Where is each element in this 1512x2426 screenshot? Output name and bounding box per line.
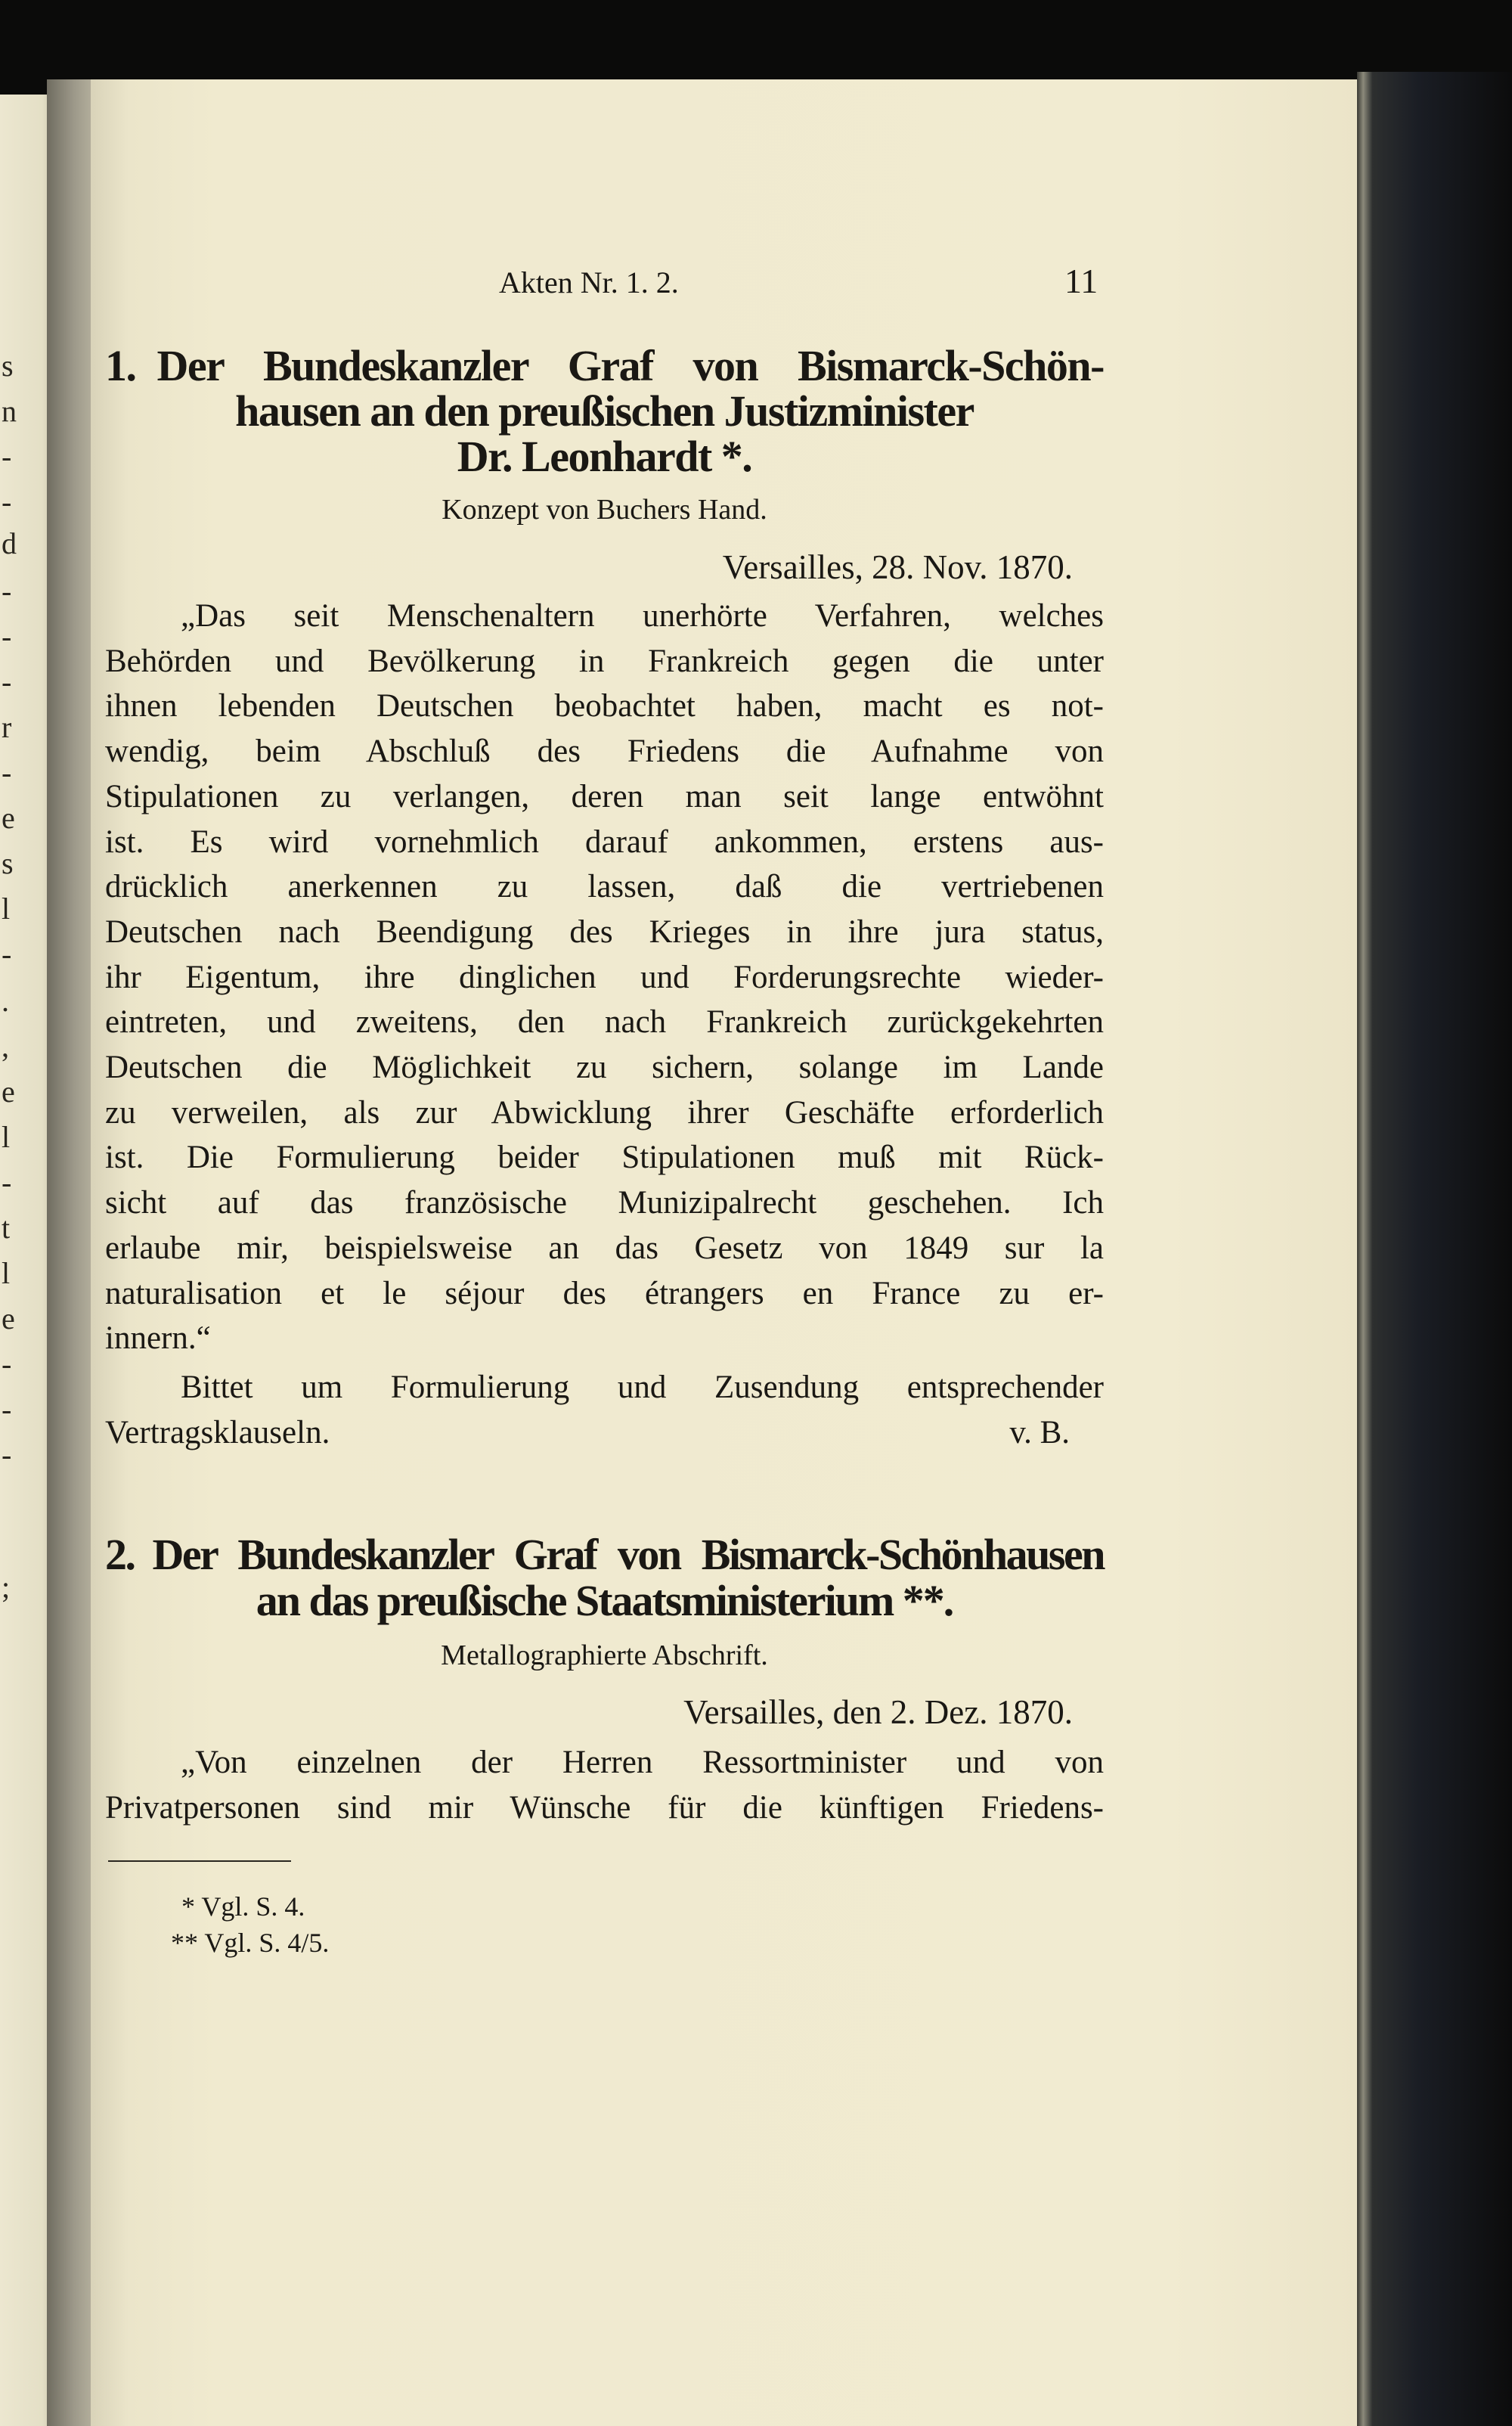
footnote-1 [181,1891,305,1922]
doc1-heading-text: Der Bundeskanzler Graf von Bismarck-Schön- [156,341,1104,390]
facing-page-fragment: s [2,846,14,880]
doc2-body-line: „Von einzelnen der Herren Ressortminister und von [181,1745,1104,1780]
doc1-body-line: „Das seit Menschenaltern unerhörte Verfahren, welches [181,598,1104,634]
facing-page-fragment: l [2,1256,11,1290]
doc1-closing-text: Vertragsklauseln. [105,1415,330,1450]
doc1-signature: v. B. [1009,1415,1070,1450]
running-title: Akten Nr. 1. 2. [499,265,679,299]
doc1-closing-last [105,1414,1104,1451]
doc1-body-line: drücklich anerkennen zu lassen, daß die vertriebenen [105,869,1104,905]
facing-page-fragment: - [2,755,12,790]
footnote-rule [108,1860,291,1862]
facing-page-fragment: , [2,1029,9,1063]
facing-page-fragment: r [2,710,12,744]
doc1-body-line: Deutschen nach Beendigung des Krieges in ihre jura status, [105,914,1104,950]
facing-page-fragment: - [2,439,12,473]
doc1-body-line: ihr Eigentum, ihre dinglichen und Forderungsrechte wieder- [105,959,1104,995]
doc1-body-line: Stipulationen zu verlangen, deren man seit lange entwöhnt [105,778,1104,814]
footnote-mark: * [181,1891,195,1922]
facing-page-fragment: - [2,1438,12,1472]
doc1-body-line: Deutschen die Möglichkeit zu sichern, solange im Lande [105,1050,1104,1085]
footnote-mark: ** [171,1928,198,1958]
doc1-body-line: zu verweilen, als zur Abwicklung ihrer Geschäfte erforderlich [105,1094,1104,1131]
facing-page-fragment: s [2,349,14,383]
page-number: 11 [1064,262,1098,300]
facing-page-fragment: - [2,485,12,519]
doc1-body-line: erlaube mir, beispielsweise an das Gesetz von 1849 sur la [105,1230,1104,1266]
doc1-heading-line-3: Dr. Leonhardt *. [457,432,752,481]
doc2-heading-text: Der Bundeskanzler Graf von Bismarck-Schönhausen [152,1530,1104,1579]
footnote-text: Vgl. S. 4/5. [204,1928,330,1958]
doc1-body-line: eintreten, und zweitens, den nach Frankreich zurückgekehrten [105,1004,1104,1041]
doc2-body-line: Privatpersonen sind mir Wünsche für die künftigen Friedens- [105,1790,1104,1826]
doc1-body-line: innern.“ [105,1320,211,1357]
doc1-body-line: ihnen lebenden Deutschen beobachtet haben, macht es not- [105,688,1104,724]
doc1-place-date: Versailles, 28. Nov. 1870. [722,548,1073,586]
doc1-source-note: Konzept von Buchers Hand. [442,494,767,526]
doc1-closing-line: Bittet um Formulierung und Zusendung entsprechender [181,1370,1104,1405]
doc2-number: 2. [105,1530,135,1579]
doc1-heading-line-2: hausen an den preußischen Justizminister [235,386,974,436]
doc1-body-line: Behörden und Bevölkerung in Frankreich gegen die unter [105,643,1104,679]
facing-page-fragment: t [2,1211,11,1245]
facing-page-fragment: - [2,1392,12,1426]
facing-page-fragment: d [2,526,17,560]
facing-page-fragment: . [2,984,9,1018]
facing-page-fragment: - [2,619,12,653]
facing-page-fragment: - [2,574,12,608]
facing-page-fragment: l [2,1120,11,1154]
footnote-2 [171,1927,329,1959]
facing-page-fragment: n [2,394,17,428]
doc1-body-line: ist. Die Formulierung beider Stipulationen muß mit Rück- [105,1140,1104,1176]
doc1-body-line: ist. Es wird vornehmlich darauf ankommen, erstens aus- [105,824,1104,860]
doc1-body-line: naturalisation et le séjour des étrangers en France zu er- [105,1275,1104,1311]
doc1-number: 1. [105,341,136,390]
facing-page-fragment: e [2,1075,15,1109]
facing-page-fragment: l [2,892,11,926]
facing-page-fragment: e [2,1301,15,1336]
doc1-heading-line-1 [105,340,1104,391]
doc1-body-line: wendig, beim Abschluß des Friedens die Aufnahme von [105,734,1104,770]
facing-page-fragment: e [2,801,15,835]
doc2-heading-line-1 [105,1529,1104,1580]
facing-page-fragment: - [2,665,12,699]
doc2-place-date: Versailles, den 2. Dez. 1870. [683,1693,1073,1731]
doc2-heading-line-2: an das preußische Staatsministerium **. [256,1576,953,1625]
facing-page-fragment: - [2,1165,12,1199]
doc1-body-line: sicht auf das französische Munizipalrecht geschehen. Ich [105,1185,1104,1221]
facing-page-fragment: - [2,937,12,971]
facing-page-fragment: ; [2,1570,11,1604]
facing-page-fragment: - [2,1347,12,1381]
doc2-source-note: Metallographierte Abschrift. [441,1640,768,1671]
footnote-text: Vgl. S. 4. [201,1891,305,1922]
book-binding-edge [1357,72,1512,2426]
